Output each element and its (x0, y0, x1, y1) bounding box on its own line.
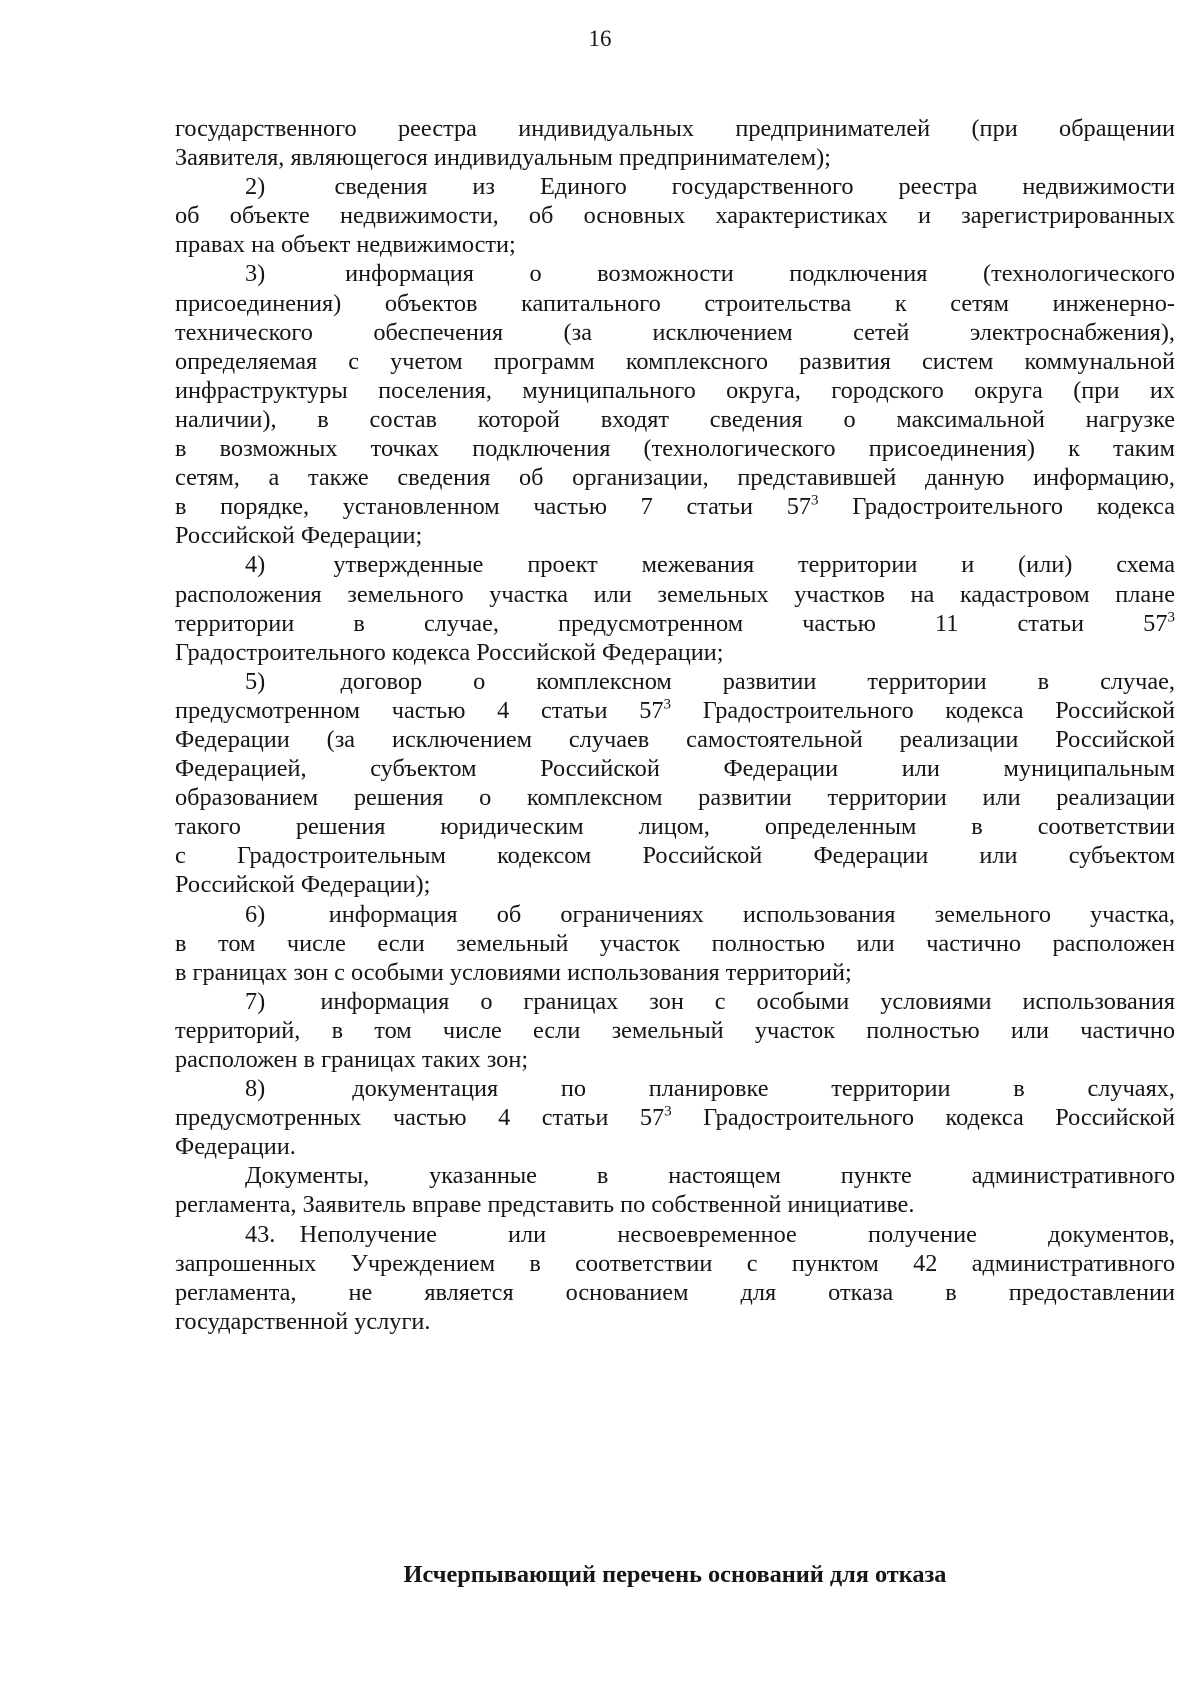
text-line: об объекте недвижимости, об основных характеристиках и зарегистрированных (175, 202, 1175, 230)
text-line: Российской Федерации); (175, 871, 431, 899)
text-line: наличии), в состав которой входят сведения о максимальной нагрузке (175, 405, 1175, 433)
text-line: расположения земельного участка или земельных участков на кадастровом плане (175, 580, 1175, 608)
text-line: Федерации. (175, 1133, 296, 1161)
text-line: Российской Федерации; (175, 522, 423, 550)
text-line: 6) информация об ограничениях использования земельного участка, (245, 900, 1175, 928)
text-line: регламента, Заявитель вправе представить по собственной инициативе. (175, 1191, 915, 1219)
document-body (175, 114, 1175, 1336)
text-line: предусмотренных частью 4 статьи $57^3$ Градостроительного кодекса Российской (175, 1103, 1175, 1132)
text-line: 3) информация о возможности подключения (технологического (245, 260, 1175, 288)
text-line: такого решения юридическим лицом, определенным в соответствии (175, 813, 1175, 841)
text-line: запрошенных Учреждением в соответствии с пунктом 42 административного (175, 1249, 1175, 1277)
text-line: территорий, в том числе если земельный участок полностью или частично (175, 1016, 1175, 1044)
text-line: правах на объект недвижимости; (175, 231, 516, 259)
text-line: предусмотренном частью 4 статьи $57^3$ Градостроительного кодекса Российской (175, 696, 1175, 724)
text-line: в возможных точках подключения (технологического присоединения) к таким (175, 435, 1175, 463)
text-line: в порядке, установленном частью 7 статьи $57^3$ Градостроительного кодекса (175, 492, 1175, 521)
text-line: 8) документация по планировке территории в случаях, (245, 1075, 1175, 1103)
text-line: с Градостроительным кодексом Российской Федерации или субъектом (175, 842, 1175, 870)
text-line: Градостроительного кодекса Российской Федерации; (175, 638, 724, 666)
text-line: определяемая с учетом программ комплексного развития систем коммунальной (175, 347, 1175, 375)
text-line: 7) информация о границах зон с особыми условиями использования (245, 987, 1175, 1015)
text-line: в том числе если земельный участок полностью или частично расположен (175, 929, 1175, 957)
text-line: технического обеспечения (за исключением сетей электроснабжения), (175, 318, 1175, 346)
text-line: Федерации (за исключением случаев самостоятельной реализации Российской (175, 725, 1175, 753)
text-line: 43. Неполучение или несвоевременное получение документов, (245, 1220, 1175, 1248)
text-line: инфраструктуры поселения, муниципального округа, городского округа (при их (175, 376, 1175, 404)
text-line: государственного реестра индивидуальных предпринимателей (при обращении (175, 115, 1175, 142)
text-line: государственной услуги. (175, 1307, 431, 1335)
text-line: территории в случае, предусмотренном частью 11 статьи $57^3$ (175, 609, 1175, 637)
text-line: Документы, указанные в настоящем пункте административного (245, 1162, 1175, 1190)
section-heading: Исчерпывающий перечень оснований для отказа (403, 1561, 947, 1588)
text-line: 2) сведения из Единого государственного реестра недвижимости (245, 173, 1175, 201)
text-line: 5) договор о комплексном развитии территории в случае, (245, 667, 1175, 695)
text-line: 4) утвержденные проект межевания территории и (или) схема (245, 551, 1175, 579)
page-number: 16 (588, 26, 612, 51)
text-line: регламента, не является основанием для отказа в предоставлении (175, 1278, 1175, 1306)
text-line: образованием решения о комплексном развитии территории или реализации (175, 784, 1175, 812)
text-line: Заявителя, являющегося индивидуальным предпринимателем); (175, 144, 831, 172)
text-line: в границах зон с особыми условиями использования территорий; (175, 958, 852, 986)
text-line: Федерацией, субъектом Российской Федерации или муниципальным (175, 755, 1175, 783)
text-line: расположен в границах таких зон; (175, 1046, 529, 1073)
text-line: присоединения) объектов капитального строительства к сетям инженерно- (175, 289, 1175, 317)
text-line: сетям, а также сведения об организации, представившей данную информацию, (175, 464, 1175, 492)
